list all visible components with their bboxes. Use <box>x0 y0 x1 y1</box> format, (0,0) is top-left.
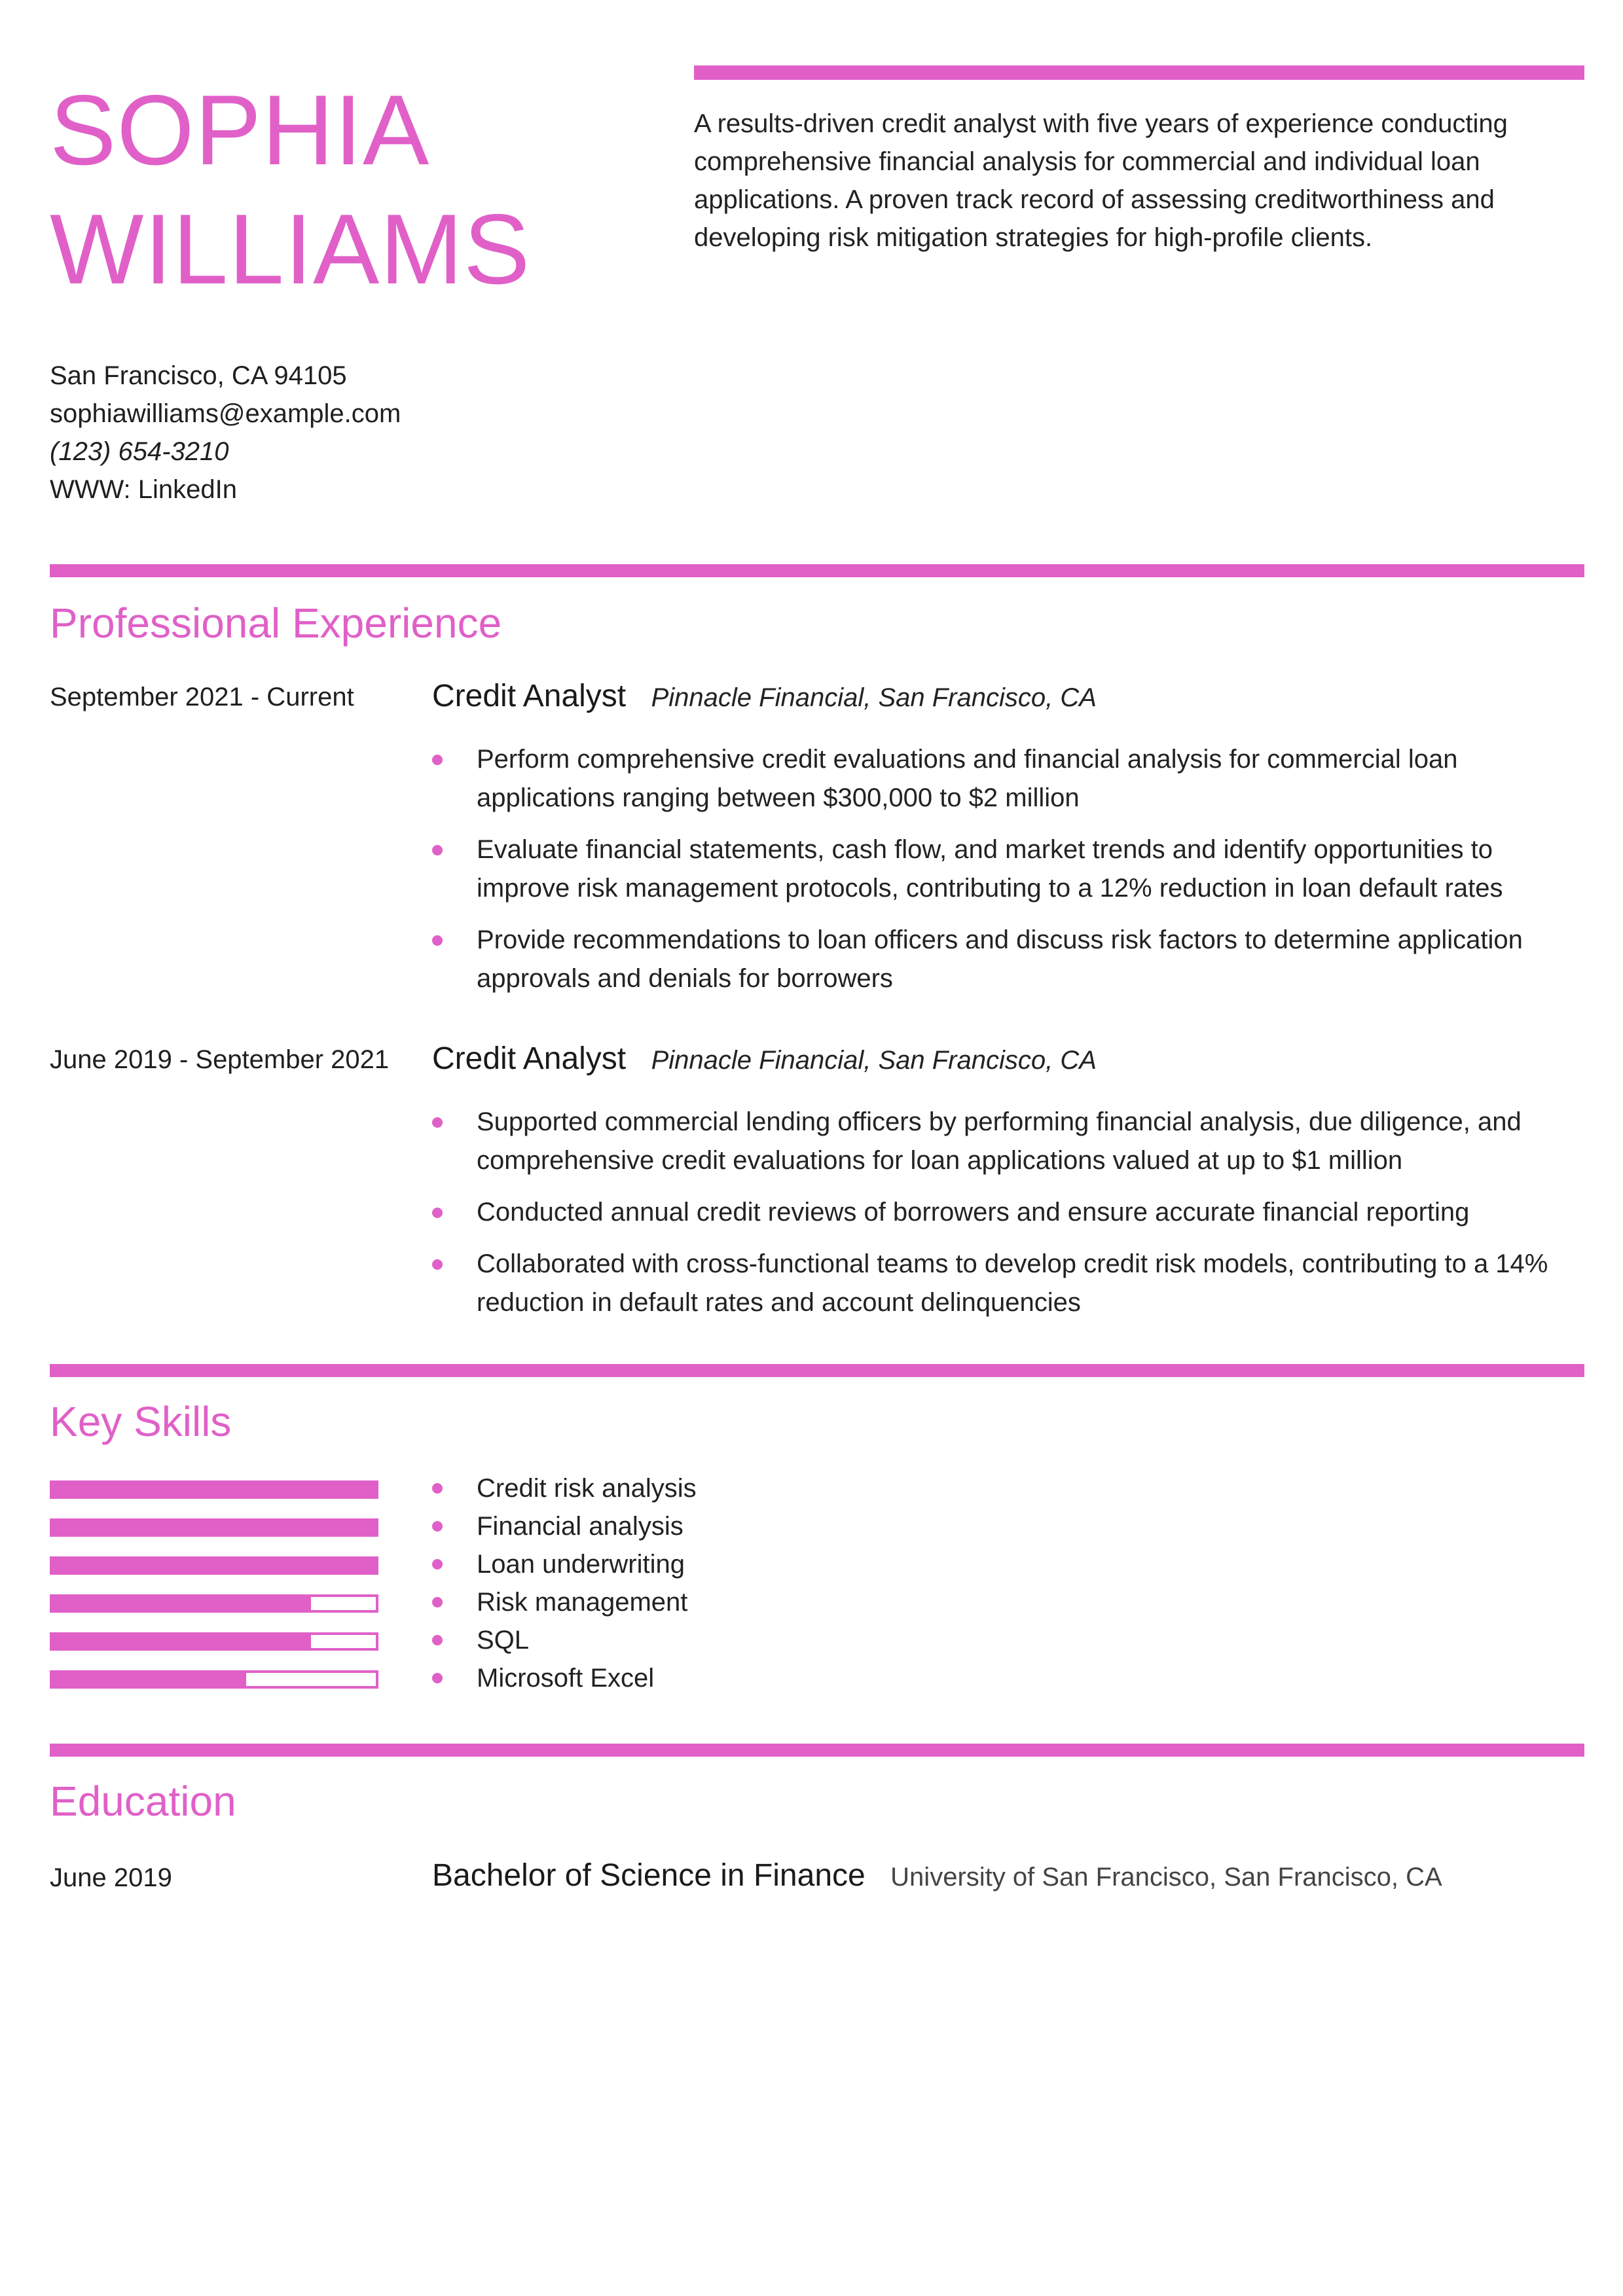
list-item: Financial analysis <box>432 1507 697 1545</box>
education-entry <box>432 1857 1442 1893</box>
skill-level-fill <box>52 1559 376 1572</box>
education-date: June 2019 <box>50 1863 172 1892</box>
skill-level-bars <box>50 1480 378 1708</box>
job-2-title: Credit Analyst <box>432 1041 627 1076</box>
candidate-name <box>50 71 530 309</box>
education-divider <box>50 1744 1584 1757</box>
skills-divider <box>50 1364 1584 1377</box>
skill-level-bar <box>50 1594 378 1613</box>
profile-summary: A results-driven credit analyst with five years of experience conducting comprehensive financial analysis for commercial and individual loan applications. A proven track record of assessing creditworthiness and developing risk mitigation strategies for high-profile clients. <box>694 109 1508 252</box>
list-item: Credit risk analysis <box>432 1469 697 1507</box>
website-link[interactable]: WWW: LinkedIn <box>50 475 237 504</box>
list-item: Provide recommendations to loan officers and discuss risk factors to determine application approvals and denials for borrowers <box>432 921 1584 998</box>
job-1-company: Pinnacle Financial, San Francisco, CA <box>651 683 1097 712</box>
phone: (123) 654-3210 <box>50 437 229 466</box>
experience-divider <box>50 564 1584 577</box>
list-item: Supported commercial lending officers by performing financial analysis, due diligence, and comprehensive credit evaluations for loan applications valued at up to $1 million <box>432 1103 1584 1180</box>
skill-level-fill <box>52 1597 311 1610</box>
skill-level-fill <box>52 1483 376 1496</box>
address: San Francisco, CA 94105 <box>50 361 347 390</box>
job-2-header <box>432 1041 1097 1077</box>
skills-list <box>432 1469 697 1697</box>
job-1-bullets <box>432 740 1584 1011</box>
education-school: University of San Francisco, San Francisco, CA <box>890 1863 1442 1892</box>
education-degree: Bachelor of Science in Finance <box>432 1858 866 1893</box>
skill-level-fill <box>52 1673 246 1686</box>
skills-section-title: Key Skills <box>50 1398 232 1445</box>
job-1-dates: September 2021 - Current <box>50 683 354 711</box>
job-2-dates: June 2019 - September 2021 <box>50 1045 390 1074</box>
experience-section-title: Professional Experience <box>50 600 502 647</box>
skill-level-bar <box>50 1556 378 1575</box>
contact-info <box>50 357 401 509</box>
list-item: Microsoft Excel <box>432 1659 697 1697</box>
skill-level-bar <box>50 1518 378 1537</box>
skill-level-bar <box>50 1632 378 1651</box>
list-item: SQL <box>432 1621 697 1659</box>
list-item: Collaborated with cross-functional teams to develop credit risk models, contributing to a 14% reduction in default rates and account delinquencies <box>432 1245 1584 1322</box>
skill-level-fill <box>52 1521 376 1534</box>
job-2-company: Pinnacle Financial, San Francisco, CA <box>651 1046 1097 1075</box>
skill-level-bar <box>50 1670 378 1689</box>
list-item: Conducted annual credit reviews of borrowers and ensure accurate financial reporting <box>432 1193 1584 1232</box>
last-name: WILLIAMS <box>50 194 531 305</box>
skill-level-fill <box>52 1635 311 1648</box>
job-1-header <box>432 678 1097 714</box>
list-item: Risk management <box>432 1583 697 1621</box>
header-accent-bar <box>694 65 1584 80</box>
education-section-title: Education <box>50 1778 236 1825</box>
skill-level-bar <box>50 1480 378 1499</box>
email: sophiawilliams@example.com <box>50 399 401 428</box>
list-item: Loan underwriting <box>432 1545 697 1583</box>
list-item: Evaluate financial statements, cash flow, and market trends and identify opportunities to improve risk management protocols, contributing to a 12% reduction in loan default rates <box>432 831 1584 908</box>
first-name: SOPHIA <box>50 75 430 186</box>
list-item: Perform comprehensive credit evaluations and financial analysis for commercial loan applications ranging between $300,000 to $2 million <box>432 740 1584 817</box>
job-2-bullets <box>432 1103 1584 1335</box>
job-1-title: Credit Analyst <box>432 679 627 713</box>
